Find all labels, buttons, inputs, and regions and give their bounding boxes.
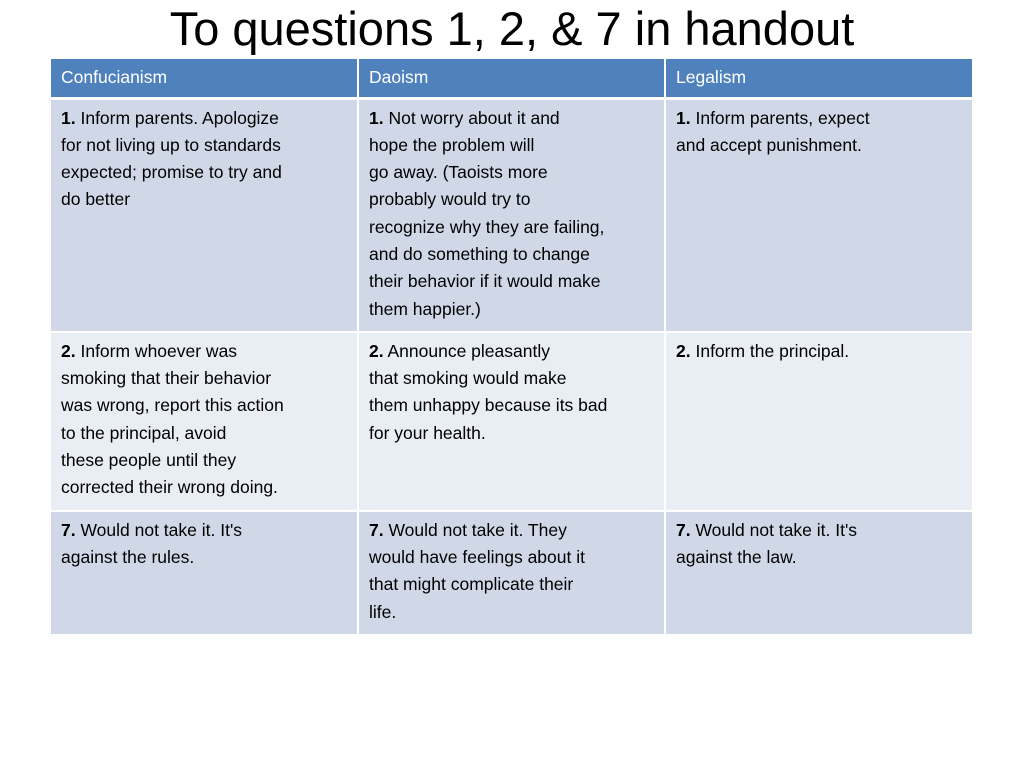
cell-legalism-q2 <box>665 332 972 511</box>
cell-confucianism-q7 <box>51 511 358 635</box>
slide-title: To questions 1, 2, & 7 in handout <box>169 2 855 55</box>
cell-daoism-q7 <box>358 511 665 635</box>
answer-text: Inform the principal. <box>690 340 850 361</box>
cell-daoism-q2 <box>358 332 665 511</box>
answer-text: Would not take it. It's against the law. <box>676 519 858 567</box>
cell-legalism-q7 <box>665 511 972 635</box>
answer-text: Not worry about it and hope the problem will go away. (Taoists more probably would try to recognize why they are failing, and do something to change their behavior if it would make them happier.) <box>369 107 605 319</box>
header-confucianism: Confucianism <box>51 59 358 98</box>
answer-text: Would not take it. It's against the rules. <box>61 519 243 567</box>
answer-text: Inform whoever was smoking that their behavior was wrong, report this action to the principal, avoid these people until they corrected their wrong doing. <box>61 340 284 498</box>
table-row-question-7 <box>51 511 972 635</box>
cell-confucianism-q2 <box>51 332 358 511</box>
answer-text: Inform parents, expect and accept punishment. <box>676 107 870 155</box>
question-number: 1. <box>676 107 691 128</box>
cell-daoism-q1 <box>358 98 665 332</box>
question-number: 2. <box>369 340 384 361</box>
header-legalism: Legalism <box>665 59 972 98</box>
cell-confucianism-q1 <box>51 98 358 332</box>
comparison-table <box>51 59 972 636</box>
question-number: 7. <box>61 519 76 540</box>
question-number: 7. <box>369 519 384 540</box>
question-number: 1. <box>369 107 384 128</box>
answer-text: Announce pleasantly that smoking would make them unhappy because its bad for your health. <box>369 340 608 443</box>
header-daoism: Daoism <box>358 59 665 98</box>
answer-text: Would not take it. They would have feelings about it that might complicate their life. <box>369 519 585 622</box>
question-number: 1. <box>61 107 76 128</box>
cell-legalism-q1 <box>665 98 972 332</box>
table-row-question-2 <box>51 332 972 511</box>
question-number: 2. <box>61 340 76 361</box>
question-number: 2. <box>676 340 691 361</box>
table-row-question-1 <box>51 98 972 332</box>
answer-text: Inform parents. Apologize for not living up to standards expected; promise to try and do better <box>61 107 282 210</box>
table-header-row <box>51 59 972 98</box>
question-number: 7. <box>676 519 691 540</box>
